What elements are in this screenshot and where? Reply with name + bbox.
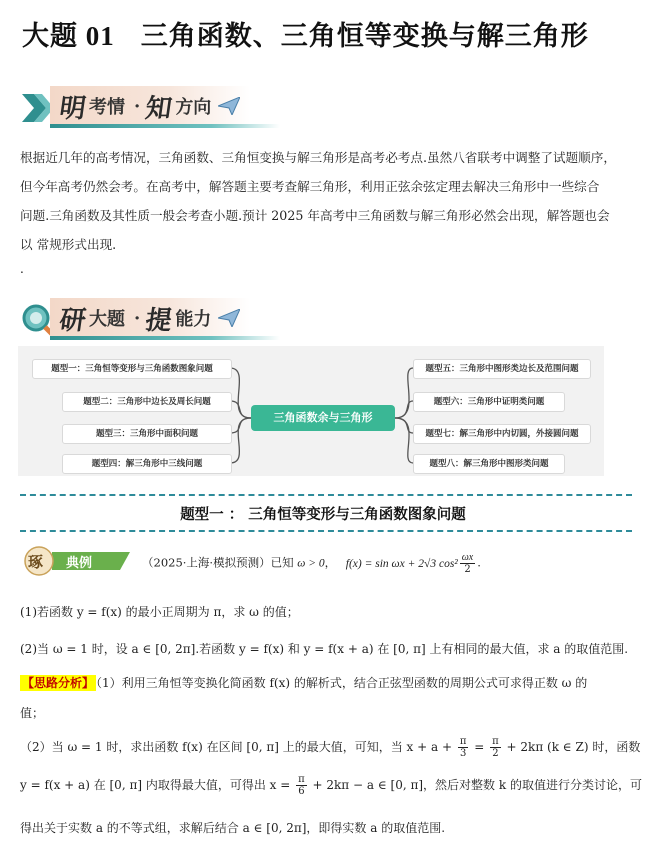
mind-map-node: 题型一：三角恒等变形与三角函数图象问题: [32, 359, 232, 379]
fraction: [458, 736, 469, 759]
banner-dot: ·: [134, 95, 141, 117]
analysis-line-5: 得出关于实数 a 的不等式组，求解后结合 a ∈ [0, 2π]，即得实数 a 的取值范围.: [20, 821, 446, 835]
analysis-text: =: [474, 740, 485, 754]
question-1: (1)若函数 y = f(x) 的最小正周期为 π，求 ω 的值；: [20, 605, 299, 619]
analysis-text: y = f(x + a) 在 [0, π] 内取得最大值，可得出 x =: [20, 778, 291, 792]
title-text: 三角函数、三角恒等变换与解三角形: [140, 21, 589, 52]
page-title: [22, 14, 589, 53]
example-function: f(x) = sin ωx + 2√3 cos²: [345, 557, 458, 570]
analysis-line-3: [20, 736, 640, 759]
fraction: [490, 736, 501, 759]
title-code: 大题 01: [22, 21, 115, 51]
analysis-line-2: 值；: [20, 706, 45, 720]
fraction-numerator: π: [492, 736, 499, 747]
analysis-line-4: [20, 774, 642, 797]
banner-word: 大题: [89, 309, 126, 330]
stray-dot: .: [20, 262, 24, 276]
example-sep: ，: [324, 555, 337, 570]
fraction-denominator: 2: [492, 748, 499, 759]
banner-dot: ·: [134, 307, 141, 329]
section-title: 题型一 ： 三角恒等变形与三角函数图象问题: [180, 507, 466, 523]
mind-map-center: 三角函数余与三角形: [251, 405, 395, 431]
question-2: (2)当 ω = 1 时，设 a ∈ [0, 2π].若函数 y = f(x) 和 y = f(x + a) 在 [0, π] 上有相同的最大值，求 a 的取值范围.: [20, 642, 629, 656]
banner-word: 方向: [175, 97, 212, 118]
fraction: [296, 774, 307, 797]
example-badge: [22, 546, 132, 576]
analysis-text: （1）利用三角恒等变换化简函数 f(x) 的解析式，结合正弦型函数的周期公式可求得正数 ω 的: [96, 676, 588, 690]
banner-ability: [20, 296, 320, 342]
mind-map-node: 题型三：三角形中面积问题: [62, 424, 232, 444]
banner-label: [50, 298, 250, 338]
fraction-denominator: 6: [298, 786, 305, 797]
mind-map-node: 题型七：解三角形中内切圆，外接圆问题: [413, 424, 591, 444]
banner-char: 研: [57, 305, 88, 336]
banner-word: 能力: [175, 309, 212, 330]
banner-char: 知: [143, 93, 175, 124]
example-statement: [142, 552, 481, 575]
badge-label: 典例: [66, 556, 93, 571]
section-divider-bottom: [20, 530, 632, 532]
intro-paragraph: [20, 143, 632, 259]
fraction-denominator: 3: [459, 748, 467, 759]
fraction-denominator: 2: [464, 564, 471, 575]
mind-map: [18, 346, 604, 476]
example-end: .: [477, 555, 481, 570]
analysis-line-1: [20, 674, 587, 691]
intro-line: 但今年高考仍然会考。在高考中，解答题主要考查解三角形，利用正弦余弦定理去解决三角形中一些综合: [20, 179, 600, 194]
fraction-numerator: ωx: [461, 552, 474, 563]
banner-exam-analysis: [20, 84, 320, 130]
fraction-numerator: π: [459, 736, 467, 747]
analysis-text: （2）当 ω = 1 时，求出函数 f(x) 在区间 [0, π] 上的最大值，可知，当 x + a +: [20, 740, 453, 754]
example-source: （2025·上海·模拟预测）已知: [142, 555, 294, 570]
banner-word: 考情: [89, 97, 126, 118]
section-divider-top: [20, 494, 632, 496]
banner-underline: [50, 124, 280, 128]
fraction: [460, 552, 476, 575]
banner-label: [50, 86, 250, 126]
mind-map-node: 题型八：解三角形中图形类问题: [413, 454, 565, 474]
example-condition: ω > 0: [297, 557, 325, 570]
mind-map-node: 题型六：三角形中证明类问题: [413, 392, 565, 412]
paper-plane-icon: [218, 97, 240, 115]
fraction-numerator: π: [298, 774, 305, 785]
banner-char: 明: [57, 93, 88, 124]
mind-map-node: 题型五：三角形中图形类边长及范围问题: [413, 359, 591, 379]
analysis-label: 【思路分析】: [22, 676, 95, 690]
banner-underline: [50, 336, 280, 340]
badge-char: 琢: [28, 553, 44, 571]
mind-map-node: 题型四：解三角形中三线问题: [62, 454, 232, 474]
mind-map-node: 题型二：三角形中边长及周长问题: [62, 392, 232, 412]
banner-char: 提: [143, 305, 175, 336]
analysis-text: + 2kπ (k ∈ Z) 时，函数: [506, 740, 641, 754]
paper-plane-icon: [218, 309, 240, 327]
intro-line: 根据近几年的高考情况，三角函数、三角恒变换与解三角形是高考必考点.虽然八省联考中调整了试题顺序，: [20, 150, 616, 165]
intro-line: 问题.三角函数及其性质一般会考查小题.预计 2025 年高考中三角函数与解三角形必然会出现，解答题也会: [20, 208, 610, 223]
analysis-text: + 2kπ − a ∈ [0, π]，然后对整数 k 的取值进行分类讨论，可: [312, 778, 642, 792]
intro-line: 以 常规形式出现.: [20, 237, 117, 252]
